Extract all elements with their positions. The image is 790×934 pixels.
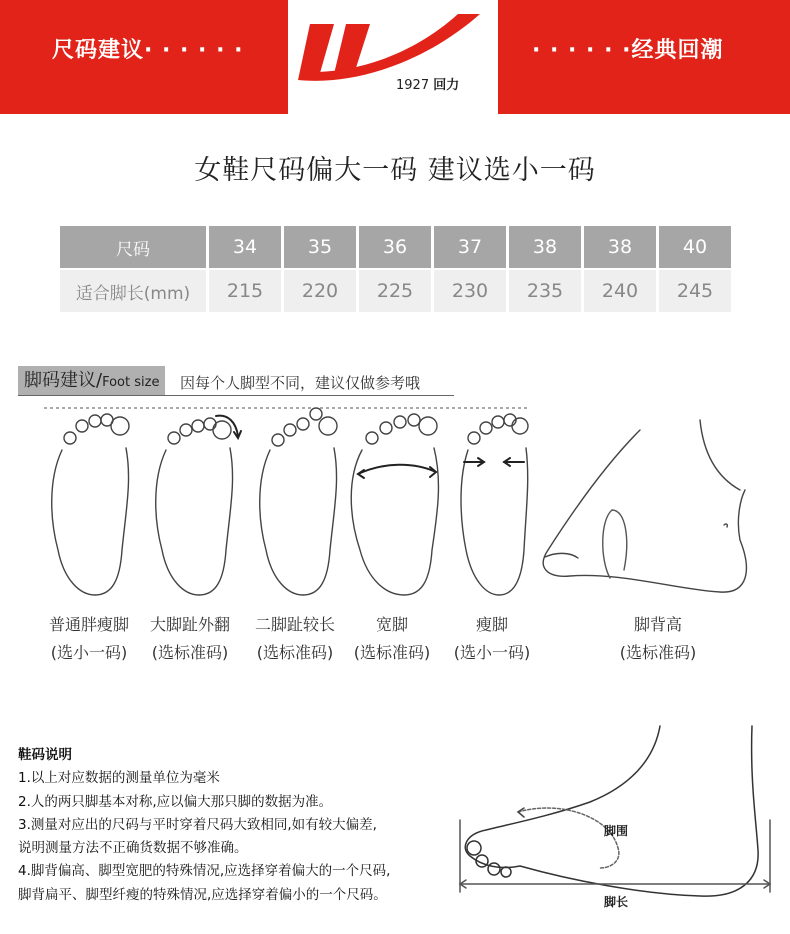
length-label: 脚长	[604, 895, 629, 909]
size-row	[60, 226, 731, 268]
size-notes	[18, 744, 390, 907]
length-cell: 235	[509, 270, 581, 312]
length-cell: 225	[359, 270, 431, 312]
foot-type-label: 普通胖瘦脚	[48, 615, 129, 634]
logo-year: 1927	[396, 78, 430, 93]
size-cell: 37	[434, 226, 506, 268]
note-line: 1.以上对应数据的测量单位为毫米	[18, 770, 220, 787]
length-cell: 245	[659, 270, 731, 312]
foot-size-note: 因每个人脚型不同，建议仅做参考哦	[180, 374, 421, 392]
size-cell: 38	[584, 226, 656, 268]
length-cell: 230	[434, 270, 506, 312]
foot-size-tab-sub: Foot size	[102, 375, 160, 390]
foot-outline-icon	[52, 414, 129, 595]
foot-size-tab	[18, 366, 165, 395]
foot-types-illustration	[0, 400, 790, 600]
length-cell: 240	[584, 270, 656, 312]
size-cell: 38	[509, 226, 581, 268]
length-row-label: 适合脚长(mm)	[60, 270, 206, 312]
foot-type-advice: (选标准码)	[353, 643, 431, 662]
note-line: 脚背扁平、脚型纤瘦的特殊情况,应选择穿着偏小的一个尺码。	[18, 886, 387, 903]
length-cell: 220	[284, 270, 356, 312]
foot-type-label: 瘦脚	[475, 615, 508, 634]
foot-size-header	[18, 366, 454, 396]
brand-logo	[288, 0, 498, 114]
foot-type-label: 二脚趾较长	[254, 615, 335, 634]
notes-title: 鞋码说明	[18, 747, 72, 763]
logo-caption	[396, 74, 459, 93]
size-cell: 36	[359, 226, 431, 268]
note-line: 3.测量对应出的尺码与平时穿着尺码大致相同,如有较大偏差,	[18, 816, 377, 833]
foot-type-label: 大脚趾外翻	[149, 615, 230, 634]
note-line: 说明测量方法不正确货数据不够准确。	[18, 840, 248, 857]
page-title: 女鞋尺码偏大一码 建议选小一码	[194, 155, 596, 186]
size-cell: 40	[659, 226, 731, 268]
banner-right-text: · · · · · ·经典回潮	[532, 38, 724, 63]
foot-type-advice: (选小一码)	[453, 643, 531, 662]
foot-type-label: 脚背高	[633, 615, 682, 634]
logo-brand-name: 回力	[433, 78, 460, 93]
note-line: 2.人的两只脚基本对称,应以偏大那只脚的数据为准。	[18, 793, 333, 810]
header-banner	[0, 0, 790, 114]
foot-bunion-icon	[156, 416, 241, 595]
foot-long-second-toe-icon	[260, 408, 337, 595]
foot-size-tab-label: 脚码建议/	[24, 370, 103, 391]
foot-type-advice: (选小一码)	[50, 643, 128, 662]
foot-wide-icon	[351, 414, 438, 595]
length-row	[60, 270, 731, 312]
size-cell: 35	[284, 226, 356, 268]
warrior-logo-icon	[288, 0, 498, 114]
size-cell: 34	[209, 226, 281, 268]
foot-narrow-icon	[461, 414, 528, 595]
size-header-label: 尺码	[60, 226, 206, 268]
banner-left-text: 尺码建议· · · · · ·	[52, 38, 244, 63]
foot-type-advice: (选标准码)	[151, 643, 229, 662]
foot-measurement-diagram	[440, 720, 780, 920]
foot-type-label: 宽脚	[375, 615, 408, 634]
length-cell: 215	[209, 270, 281, 312]
foot-high-instep-icon	[543, 420, 746, 592]
foot-type-advice: (选标准码)	[256, 643, 334, 662]
foot-type-advice: (选标准码)	[619, 643, 697, 662]
circumference-label: 脚围	[604, 824, 629, 838]
note-line: 4.脚背偏高、脚型宽肥的特殊情况,应选择穿着偏大的一个尺码,	[18, 863, 391, 880]
size-table	[57, 224, 734, 314]
